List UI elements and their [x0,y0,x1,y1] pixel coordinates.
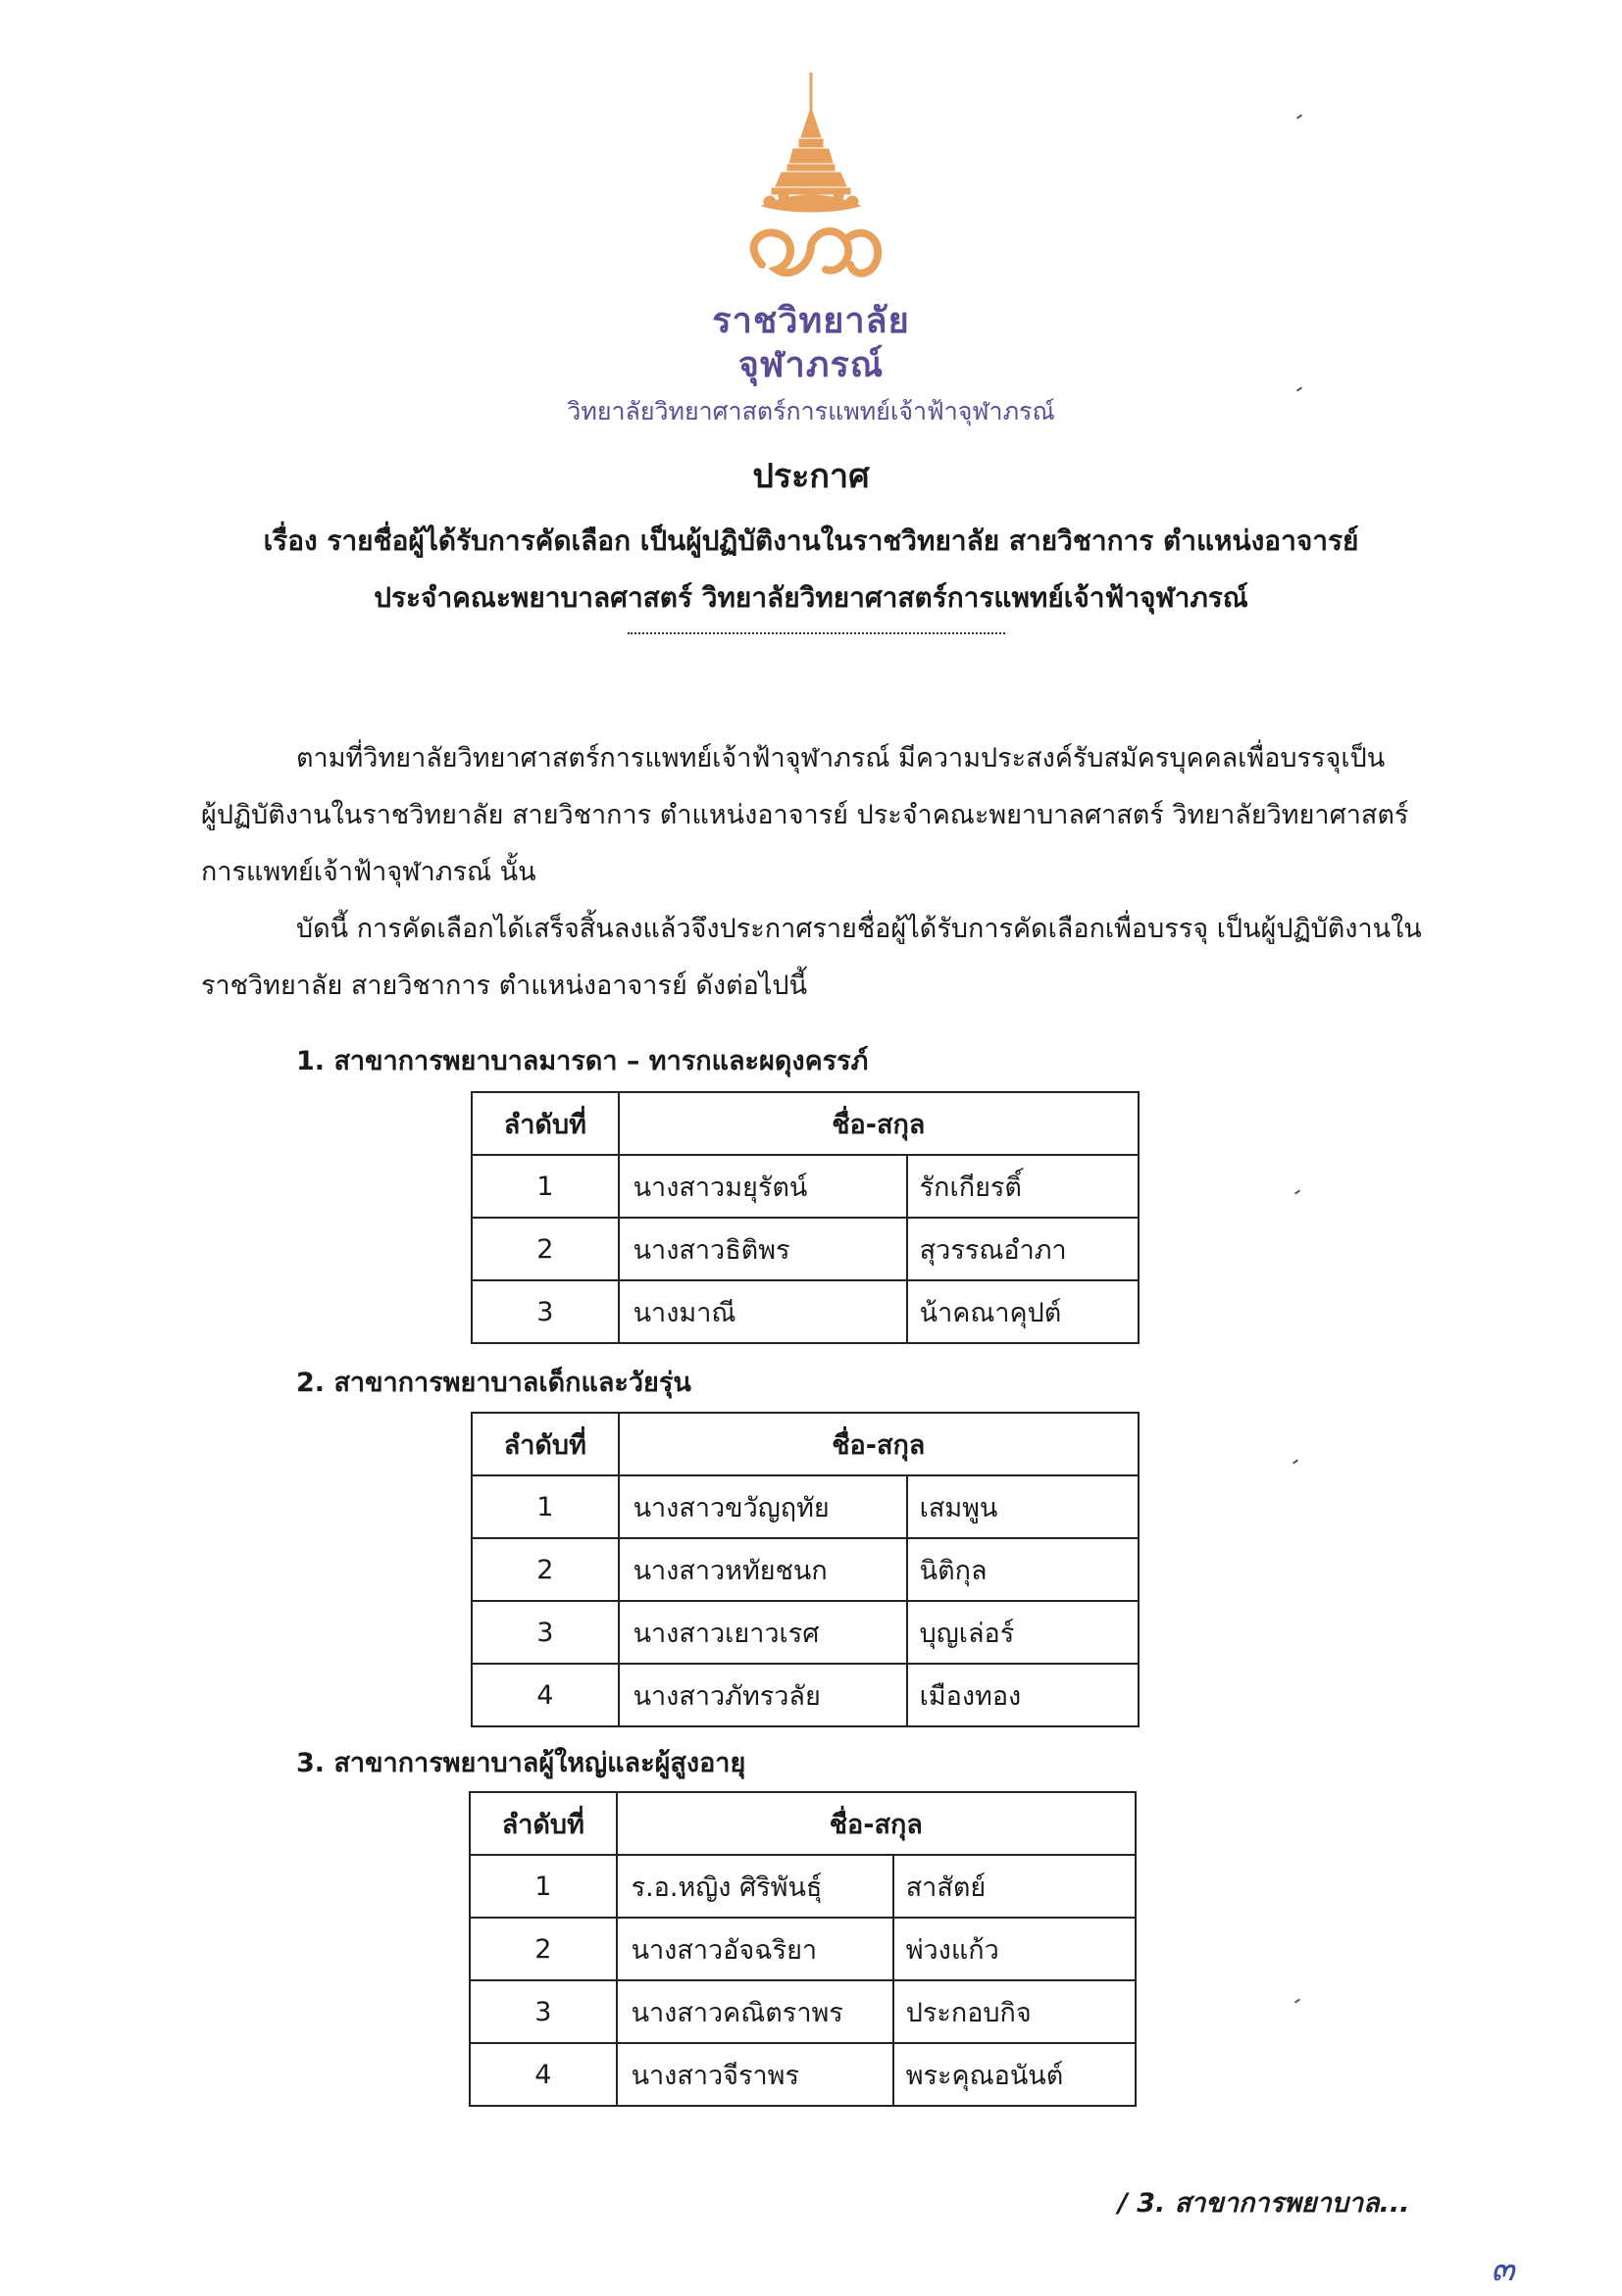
last-name: น้าคณาคุปต์ [907,1280,1139,1343]
last-name: พระคุณอนันต์ [893,2043,1136,2106]
section-3-table [469,1791,1137,2107]
first-name: นางสาวคณิตราพร [617,1980,893,2043]
table-row [470,1918,1136,1980]
header-name: ชื่อ-สกุล [619,1413,1139,1475]
row-number: 2 [472,1218,619,1280]
first-name: นางสาวภัทรวลัย [619,1664,907,1726]
crown-monogram-logo [723,69,899,289]
paragraph-1-line-2: ผู้ปฏิบัติงานในราชวิทยาลัย สายวิชาการ ตำแหน่งอาจารย์ ประจำคณะพยาบาลศาสตร์ วิทยาลัยวิทยาศาสตร์ [201,800,1409,830]
first-name: นางสาวเยาวเรศ [619,1601,907,1664]
last-name: สุวรรณอำภา [907,1218,1139,1280]
last-name: พ่วงแก้ว [893,1918,1136,1980]
scan-mark [1293,1459,1298,1464]
row-number: 3 [472,1601,619,1664]
last-name: ประกอบกิจ [893,1980,1136,2043]
paragraph-1-line-1: ตามที่วิทยาลัยวิทยาศาสตร์การแพทย์เจ้าฟ้าจุฬาภรณ์ มีความประสงค์รับสมัครบุคคลเพื่อบรรจุเป็น [296,743,1386,774]
row-number: 3 [470,1980,617,2043]
scan-mark [1294,1998,1300,2003]
table-row [470,2043,1136,2106]
row-number: 4 [470,2043,617,2106]
first-name: นางสาวจีราพร [617,2043,893,2106]
section-1-title: 1. สาขาการพยาบาลมารดา – ทารกและผดุงครรภ์ [296,1046,869,1076]
last-name: บุญเล่อร์ [907,1601,1139,1664]
last-name: เมืองทอง [907,1664,1139,1726]
subject-line-1: เรื่อง รายชื่อผู้ได้รับการคัดเลือก เป็นผู้ปฏิบัติงานในราชวิทยาลัย สายวิชาการ ตำแหน่งอาจารย์ [263,524,1359,557]
row-number: 2 [470,1918,617,1980]
logo-name-line1: ราชวิทยาลัย [712,301,910,341]
first-name: นางสาวธิติพร [619,1218,907,1280]
first-name: ร.อ.หญิง ศิริพันธุ์ [617,1855,893,1918]
header-name: ชื่อ-สกุล [617,1792,1136,1855]
header-name: ชื่อ-สกุล [619,1092,1139,1155]
table-header-row [472,1413,1139,1475]
last-name: เสมพูน [907,1475,1139,1538]
section-2-table [471,1412,1140,1727]
last-name: นิติกุล [907,1538,1139,1601]
first-name: นางสาวอัจฉริยา [617,1918,893,1980]
college-logo [0,69,1622,289]
table-row [472,1475,1139,1538]
table-row [472,1601,1139,1664]
first-name: นางสาวขวัญฤทัย [619,1475,907,1538]
row-number: 2 [472,1538,619,1601]
first-name: นางมาณี [619,1280,907,1343]
first-name: นางสาวหทัยชนก [619,1538,907,1601]
row-number: 4 [472,1664,619,1726]
row-number: 1 [470,1855,617,1918]
logo-name-line2: จุฬาภรณ์ [737,345,885,385]
last-name: สาสัตย์ [893,1855,1136,1918]
table-row [472,1155,1139,1218]
row-number: 3 [472,1280,619,1343]
last-name: รักเกียรติ์ [907,1155,1139,1218]
paragraph-2-line-1: บัดนี้ การคัดเลือกได้เสร็จสิ้นลงแล้วจึงประกาศรายชื่อผู้ได้รับการคัดเลือกเพื่อบรรจุ เป็นผู้ปฏิบัติงานใน [296,914,1422,944]
section-1-table [471,1091,1140,1344]
subject-line-2: ประจำคณะพยาบาลศาสตร์ วิทยาลัยวิทยาศาสตร์การแพทย์เจ้าฟ้าจุฬาภรณ์ [374,581,1248,614]
continuation-note: / 3. สาขาการพยาบาล... [1118,2188,1410,2219]
row-number: 1 [472,1475,619,1538]
section-3-title: 3. สาขาการพยาบาลผู้ใหญ่และผู้สูงอายุ [296,1748,746,1778]
table-row [472,1280,1139,1343]
table-row [470,1855,1136,1918]
dotted-divider [628,632,1005,634]
row-number: 1 [472,1155,619,1218]
table-header-row [470,1792,1136,1855]
paragraph-1-line-3: การแพทย์เจ้าฟ้าจุฬาภรณ์ นั้น [201,857,536,887]
handwritten-page-mark: ๓ [1491,2249,1515,2289]
first-name: นางสาวมยุรัตน์ [619,1155,907,1218]
logo-subtitle: วิทยาลัยวิทยาศาสตร์การแพทย์เจ้าฟ้าจุฬาภรณ์ [567,397,1055,425]
scan-mark [1294,1189,1300,1194]
announcement-title: ประกาศ [752,457,870,496]
header-order: ลำดับที่ [470,1792,617,1855]
table-row [472,1664,1139,1726]
header-order: ลำดับที่ [472,1092,619,1155]
table-row [472,1538,1139,1601]
table-header-row [472,1092,1139,1155]
section-2-title: 2. สาขาการพยาบาลเด็กและวัยรุ่น [296,1368,691,1398]
paragraph-2-line-2: ราชวิทยาลัย สายวิชาการ ตำแหน่งอาจารย์ ดังต่อไปนี้ [201,971,808,1001]
table-row [470,1980,1136,2043]
table-row [472,1218,1139,1280]
header-order: ลำดับที่ [472,1413,619,1475]
